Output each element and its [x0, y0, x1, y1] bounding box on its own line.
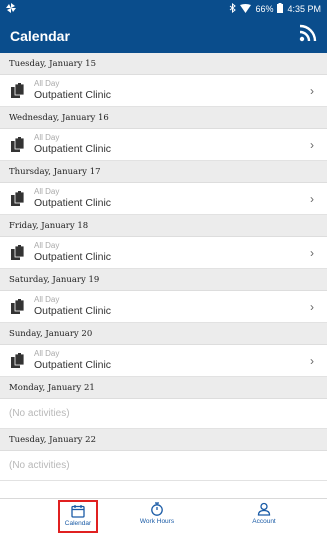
no-activities-text: (No activities)	[0, 399, 327, 429]
stopwatch-icon	[150, 502, 164, 516]
activity-row[interactable]	[0, 345, 327, 377]
clipboard-icon	[10, 137, 26, 153]
wifi-icon	[240, 4, 251, 15]
activity-time: All Day	[34, 349, 60, 358]
chevron-right-icon: ›	[310, 138, 314, 152]
user-icon	[257, 502, 271, 516]
activity-time: All Day	[34, 133, 60, 142]
calendar-icon	[71, 504, 85, 518]
battery-icon	[277, 3, 283, 15]
activity-row[interactable]	[0, 75, 327, 107]
activity-name: Outpatient Clinic	[34, 359, 112, 371]
activity-name: Outpatient Clinic	[34, 251, 112, 263]
chevron-right-icon: ›	[310, 84, 314, 98]
activity-name: Outpatient Clinic	[34, 197, 112, 209]
bluetooth-icon	[229, 3, 236, 15]
activity-row[interactable]	[0, 291, 327, 323]
activity-name: Outpatient Clinic	[34, 89, 112, 101]
calendar-list[interactable]	[0, 53, 327, 498]
day-header: Thursday, January 17	[0, 161, 327, 183]
battery-percent: 66%	[255, 4, 274, 14]
activity-row[interactable]	[0, 237, 327, 269]
nav-work-hours-label: Work Hours	[139, 518, 175, 525]
activity-name: Outpatient Clinic	[34, 305, 112, 317]
activity-time: All Day	[34, 295, 60, 304]
nav-calendar[interactable]	[58, 500, 98, 533]
day-header: Tuesday, January 22	[0, 429, 327, 451]
status-indicators	[229, 3, 321, 15]
activity-time: All Day	[34, 187, 60, 196]
no-activities-text: (No activities)	[0, 451, 327, 481]
rss-feed-icon[interactable]	[299, 24, 317, 47]
day-header: Sunday, January 20	[0, 323, 327, 345]
chevron-right-icon: ›	[310, 354, 314, 368]
clipboard-icon	[10, 353, 26, 369]
clipboard-icon	[10, 83, 26, 99]
activity-time: All Day	[34, 241, 60, 250]
status-bar	[0, 0, 327, 18]
pinwheel-icon	[6, 3, 16, 15]
bottom-nav	[0, 498, 327, 533]
activity-name: Outpatient Clinic	[34, 143, 112, 155]
day-header: Monday, January 21	[0, 377, 327, 399]
nav-account[interactable]	[244, 502, 284, 525]
page-title: Calendar	[10, 27, 70, 44]
day-header: Saturday, January 19	[0, 269, 327, 291]
app-header	[0, 18, 327, 53]
clipboard-icon	[10, 299, 26, 315]
nav-calendar-label: Calendar	[64, 520, 92, 527]
activity-row[interactable]	[0, 129, 327, 161]
clipboard-icon	[10, 245, 26, 261]
clock-time: 4:35 PM	[287, 4, 321, 14]
activity-time: All Day	[34, 79, 60, 88]
nav-account-label: Account	[252, 518, 276, 525]
clipboard-icon	[10, 191, 26, 207]
nav-work-hours[interactable]	[131, 502, 183, 525]
day-header: Friday, January 18	[0, 215, 327, 237]
chevron-right-icon: ›	[310, 192, 314, 206]
day-header: Tuesday, January 15	[0, 53, 327, 75]
activity-row[interactable]	[0, 183, 327, 215]
chevron-right-icon: ›	[310, 246, 314, 260]
chevron-right-icon: ›	[310, 300, 314, 314]
day-header: Wednesday, January 16	[0, 107, 327, 129]
